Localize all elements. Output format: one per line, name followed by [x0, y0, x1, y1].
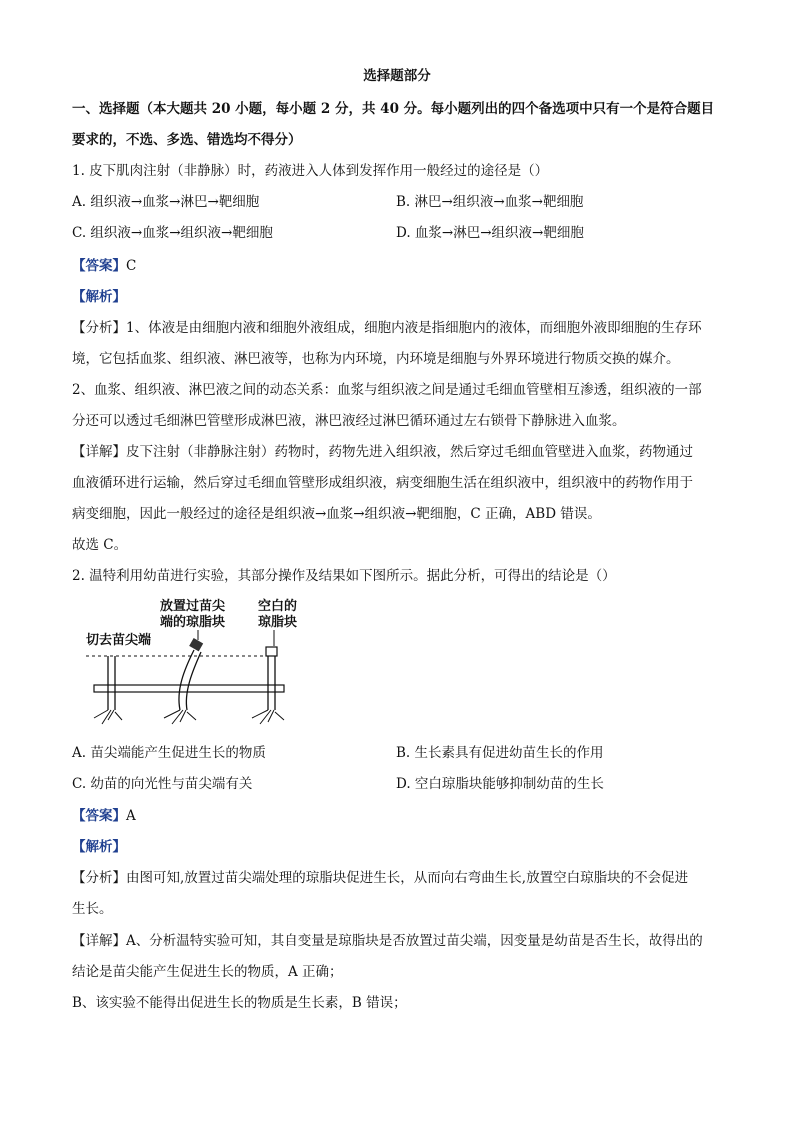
q1-fenxi-line-2: 境，它包括血浆、组织液、淋巴液等，也称为内环境，内环境是细胞与外界环境进行物质交换的媒介。	[72, 351, 680, 367]
q2-fenxi-line-2: 生长。	[72, 901, 113, 917]
q1-fenxi-line-3: 2、血浆、组织液、淋巴液之间的动态关系：血浆与组织液之间是通过毛细血管壁相互渗透，组织液的一部	[72, 382, 702, 398]
q1-answer-tag: 【答案】	[72, 258, 126, 274]
q1-fenxi-line-4: 分还可以透过毛细淋巴管壁形成淋巴液，淋巴液经过淋巴循环通过左右锁骨下静脉进入血浆。	[72, 413, 626, 429]
q2-xiangjie-line-3: B、该实验不能得出促进生长的物质是生长素，B 错误；	[72, 995, 407, 1011]
q1-option-d: D. 血浆→淋巴→组织液→靶细胞	[396, 225, 584, 241]
q1-option-b: B. 淋巴→组织液→血浆→靶细胞	[396, 194, 584, 210]
blank-agar-block	[266, 647, 277, 656]
q1-option-a: A. 组织液→血浆→淋巴→靶细胞	[72, 194, 260, 210]
q1-xiangjie-line-3: 病变细胞，因此一般经过的途径是组织液→血浆→组织液→靶细胞，C 正确，ABD 错误。	[72, 506, 601, 522]
q2-option-c: C. 幼苗的向光性与苗尖端有关	[72, 776, 253, 792]
q1-xiangjie-line-2: 血液循环进行运输，然后穿过毛细血管壁形成组织液，病变细胞生活在组织液中，组织液中的药物作用于	[72, 475, 693, 491]
q1-analysis-line	[72, 287, 126, 307]
went-experiment-figure	[72, 592, 302, 732]
q1-analysis-tag: 【解析】	[72, 289, 126, 305]
treated-agar-block	[189, 638, 203, 651]
figure-label-blank-2: 琼脂块	[258, 615, 298, 630]
q1-answer: C	[126, 258, 137, 274]
q1-answer-line	[72, 256, 136, 276]
q2-analysis-line	[72, 837, 126, 857]
q1-conclusion: 故选 C。	[72, 537, 128, 553]
q1-xiangjie-text-1: 皮下注射（非静脉注射）药物时，药物先进入组织液，然后穿过毛细血管壁进入血浆，药物通过	[126, 444, 693, 460]
q2-option-b: B. 生长素具有促进幼苗生长的作用	[396, 745, 604, 761]
seedling-3-roots	[252, 710, 284, 724]
q1-fenxi-line-1	[72, 318, 702, 338]
q2-option-a: A. 苗尖端能产生促进生长的物质	[72, 745, 266, 761]
figure-label-cut: 切去苗尖端	[86, 633, 152, 648]
figure-label-treated-2: 端的琼脂块	[160, 615, 226, 630]
q1-xiangjie-tag: 【详解】	[72, 444, 126, 460]
q2-stem: 2. 温特利用幼苗进行实验，其部分操作及结果如下图所示。据此分析，可得出的结论是（）	[72, 568, 616, 584]
q2-answer-tag: 【答案】	[72, 808, 126, 824]
q2-analysis-tag: 【解析】	[72, 839, 126, 855]
q2-xiangjie-line-1	[72, 931, 703, 951]
seedling-1-roots	[94, 710, 122, 724]
q1-fenxi-text-1: 1、体液是由细胞内液和细胞外液组成，细胞内液是指细胞内的液体，而细胞外液即细胞的生存环	[126, 320, 702, 336]
q1-xiangjie-line-1	[72, 442, 693, 462]
q2-xiangjie-tag: 【详解】	[72, 933, 126, 949]
q2-fenxi-text-1: 由图可知,放置过苗尖端处理的琼脂块促进生长，从而向右弯曲生长,放置空白琼脂块的不会促进	[126, 870, 689, 886]
q2-answer-line	[72, 806, 136, 826]
q1-stem: 1. 皮下肌肉注射（非静脉）时，药液进入人体到发挥作用一般经过的途径是（）	[72, 163, 549, 179]
q1-option-c: C. 组织液→血浆→组织液→靶细胞	[72, 225, 273, 241]
q1-fenxi-tag: 【分析】	[72, 320, 126, 336]
section-title: 选择题部分	[363, 68, 431, 84]
q2-fenxi-line-1	[72, 868, 688, 888]
instructions-line-1: 一、选择题（本大题共 20 小题，每小题 2 分，共 40 分。每小题列出的四个备选项中只有一个是符合题目	[72, 101, 715, 117]
q2-fenxi-tag: 【分析】	[72, 870, 126, 886]
q2-xiangjie-text-1: A、分析温特实验可知，其自变量是琼脂块是否放置过苗尖端，因变量是幼苗是否生长，故得出的	[126, 933, 703, 949]
q2-option-d: D. 空白琼脂块能够抑制幼苗的生长	[396, 776, 604, 792]
figure-label-treated-1: 放置过苗尖	[160, 599, 226, 614]
q2-xiangjie-line-2: 结论是苗尖能产生促进生长的物质，A 正确；	[72, 964, 343, 980]
figure-label-blank-1: 空白的	[258, 599, 298, 614]
instructions-line-2: 要求的，不选、多选、错选均不得分）	[72, 132, 302, 148]
q2-answer: A	[126, 808, 136, 824]
seedling-2-roots	[164, 710, 196, 724]
